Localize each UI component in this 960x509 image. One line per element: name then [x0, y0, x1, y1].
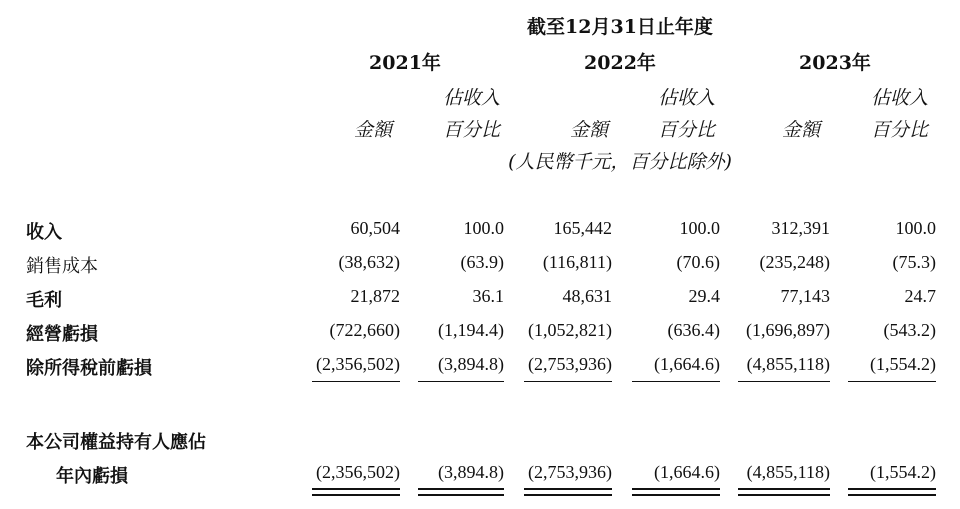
cell-attr-2022-amount: (2,753,936) — [528, 462, 612, 482]
row-label-attributable-line2: 年內虧損 — [56, 466, 128, 487]
pct-header-2023-line2: 百分比 — [870, 119, 928, 141]
pct-header-2022-line2: 百分比 — [657, 119, 715, 141]
pct-header-2021-line1: 佔收入 — [442, 87, 500, 109]
cell-attr-2022-pct: (1,664.6) — [654, 462, 720, 482]
cell-pretax-2023-pct: (1,554.2) — [870, 354, 936, 374]
cell-oploss-2021-pct: (1,194.4) — [438, 320, 504, 340]
cell-pretax-2021-amount: (2,356,502) — [316, 354, 400, 374]
row-label-operating-loss: 經營虧損 — [26, 324, 98, 345]
cell-revenue-2021-pct: 100.0 — [463, 218, 504, 238]
underline-pretax-2022-pct — [632, 381, 720, 382]
amount-header-2023: 金額 — [781, 119, 820, 141]
cell-cost-2022-amount: (116,811) — [542, 252, 612, 272]
cell-pretax-2021-pct: (3,894.8) — [438, 354, 504, 374]
underline-pretax-2022-amount — [524, 381, 612, 382]
cell-cost-2021-pct: (63.9) — [460, 252, 504, 272]
cell-revenue-2023-pct: 100.0 — [895, 218, 936, 238]
row-label-loss-before-tax: 除所得稅前虧損 — [26, 358, 152, 379]
year-2021: 2021年 — [369, 52, 441, 74]
cell-attr-2021-amount: (2,356,502) — [316, 462, 400, 482]
underline-pretax-2023-pct — [848, 381, 936, 382]
cell-cost-2022-pct: (70.6) — [676, 252, 720, 272]
cell-cost-2023-pct: (75.3) — [892, 252, 936, 272]
underline-pretax-2023-amount — [738, 381, 830, 382]
double-underline-attr-2022-amount — [524, 488, 612, 496]
cell-revenue-2023-amount: 312,391 — [771, 218, 830, 238]
cell-pretax-2022-amount: (2,753,936) — [528, 354, 612, 374]
cell-oploss-2021-amount: (722,660) — [329, 320, 400, 340]
cell-gross-2022-amount: 48,631 — [562, 286, 612, 306]
double-underline-attr-2021-amount — [312, 488, 400, 496]
cell-attr-2023-amount: (4,855,118) — [746, 462, 830, 482]
cell-cost-2021-amount: (38,632) — [338, 252, 400, 272]
cell-gross-2021-amount: 21,872 — [350, 286, 400, 306]
cell-pretax-2022-pct: (1,664.6) — [654, 354, 720, 374]
cell-attr-2021-pct: (3,894.8) — [438, 462, 504, 482]
double-underline-attr-2021-pct — [418, 488, 504, 496]
underline-pretax-2021-pct — [418, 381, 504, 382]
double-underline-attr-2023-amount — [738, 488, 830, 496]
underline-pretax-2021-amount — [312, 381, 400, 382]
cell-pretax-2023-amount: (4,855,118) — [746, 354, 830, 374]
cell-oploss-2023-amount: (1,696,897) — [746, 320, 830, 340]
row-label-cost-of-sales: 銷售成本 — [26, 256, 98, 277]
cell-oploss-2023-pct: (543.2) — [883, 320, 936, 340]
cell-gross-2022-pct: 29.4 — [688, 286, 720, 306]
cell-revenue-2021-amount: 60,504 — [350, 218, 400, 238]
period-heading: 截至12月31日止年度 — [527, 16, 713, 38]
cell-revenue-2022-amount: 165,442 — [553, 218, 612, 238]
unit-note: (人民幣千元，百分比除外) — [508, 151, 732, 173]
cell-gross-2023-pct: 24.7 — [904, 286, 936, 306]
row-label-gross-profit: 毛利 — [26, 290, 62, 311]
cell-oploss-2022-pct: (636.4) — [667, 320, 720, 340]
cell-gross-2021-pct: 36.1 — [472, 286, 504, 306]
pct-header-2022-line1: 佔收入 — [657, 87, 715, 109]
cell-oploss-2022-amount: (1,052,821) — [528, 320, 612, 340]
row-label-attributable-line1: 本公司權益持有人應佔 — [26, 432, 206, 453]
year-2022: 2022年 — [584, 52, 656, 74]
pct-header-2021-line2: 百分比 — [442, 119, 500, 141]
cell-attr-2023-pct: (1,554.2) — [870, 462, 936, 482]
cell-revenue-2022-pct: 100.0 — [679, 218, 720, 238]
amount-header-2022: 金額 — [569, 119, 608, 141]
year-2023: 2023年 — [799, 52, 871, 74]
double-underline-attr-2022-pct — [632, 488, 720, 496]
double-underline-attr-2023-pct — [848, 488, 936, 496]
pct-header-2023-line1: 佔收入 — [870, 87, 928, 109]
cell-gross-2023-amount: 77,143 — [780, 286, 830, 306]
amount-header-2021: 金額 — [353, 119, 392, 141]
row-label-revenue: 收入 — [26, 222, 62, 243]
cell-cost-2023-amount: (235,248) — [759, 252, 830, 272]
